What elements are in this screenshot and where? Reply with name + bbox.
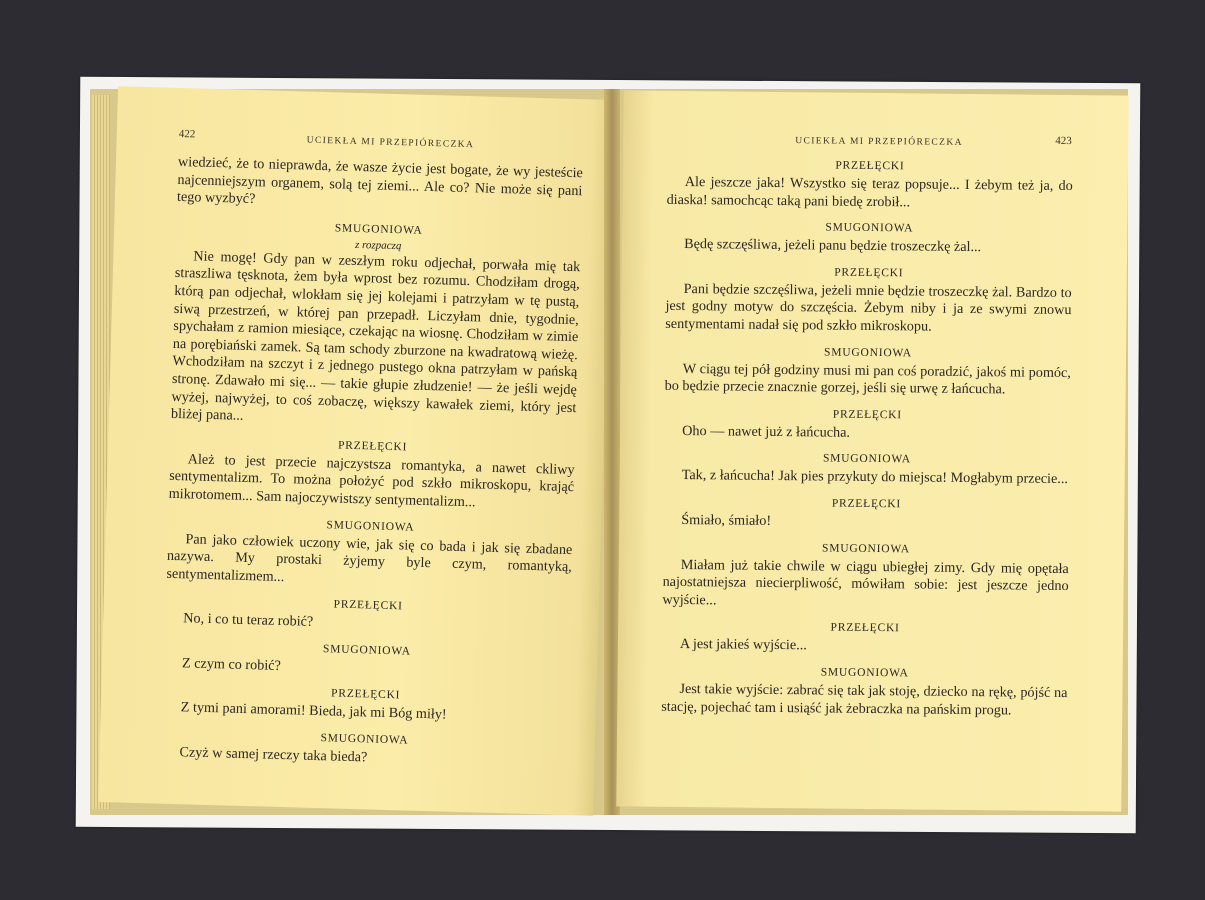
right-running-head: UCIEKŁA MI PRZEPIÓRECZKA [795,136,963,148]
dialogue-text: Będę szczęśliwa, jeżeli panu będzie troszeczkę żal... [684,236,982,256]
dialogue-text: Nie mogę! Gdy pan w zeszłym roku odjechał, porwała mię tak straszliwa tęsknota, żem była wprost bez rozumu. Chodziłam drogą, którą pan odjechał, wlokłam się jej kolejami i patrzyłam w tę pustą, siwą przestrzeń, w której pan przepadł. Liczyłam dnie, tygodnie, spychałam z ramion miesiące, czekając na wiosnę. Chodziłam w zimie na porębiański zamek. Są tam schody zburzone na kwadratową wieżę. Wchodziłam na szczyt i z jednego pustego okna patrzyłam w pańską stronę. Zdawało mi się... — takie głupie złudzenie! — że jeśli wejdę wyżej, najwyżej, to coś zobaczę, większy kawałek ziemi, który jest bliżej pana... [170,248,581,424]
dialogue-block [662,539,1069,613]
speaker-name: PRZEŁĘCKI [830,621,900,635]
dialogue-text: A jest jakieś wyjście... [679,636,807,654]
dialogue-text: Jest takie wyjście: zabrać się tak jak stoję, dziecko na rękę, pójść na stację, pojechać tam i usiąść jak żebraczka na pańskim progu. [661,680,1068,718]
left-page-number: 422 [178,127,196,141]
speaker-name: SMUGONIOWA [821,542,910,555]
dialogue-block [161,727,567,773]
dialogue-text: Czyż w samej rzeczy taka bieda? [179,744,368,766]
dialogue-block [177,154,583,218]
dialogue-text: Tak, z łańcucha! Jak pies przykuty do miejsca! Mogłabym przecie... [681,467,1069,488]
dialogue-text: Z tymi pani amorami! Bieda, jak mi Bóg miły! [180,699,447,724]
open-book [90,89,1128,815]
dialogue-block [664,450,1070,489]
dialogue-text: No, i co tu teraz robić? [183,610,314,631]
dialogue-text: Ale jeszcze jaka! Wszystko się teraz popsuje... I żebym też ja, do diaska! samochcąc taką pani biedę zrobił... [666,174,1073,210]
dialogue-text: Pan jako człowiek uczony wie, jak się co bada i jak się zbadane nazywa. My prostaki żyjemy byle czym, romantyką, sentymentalizmem... [166,530,573,585]
speaker-name: SMUGONIOWA [825,221,914,235]
speaker-name: PRZEŁĘCKI [330,687,401,702]
speaker-name: SMUGONIOWA [820,666,909,680]
dialogue-block [662,619,1068,658]
speaker-name: PRZEŁĘCKI [337,439,408,454]
dialogue-block [661,664,1068,720]
dialogue-text: Z czym co robić? [181,655,282,674]
dialogue-text: Pani będzie szczęśliwa, jeżeli mnie będzie troszeczkę żal. Bardzo to jest godny motyw do szczęścia. Żebym niby i ja ze swymi znowu sentymentami nadał się pod szkło mikroskopu. [665,280,1072,335]
speaker-name: SMUGONIOWA [824,346,913,359]
speaker-name: PRZEŁĘCKI [834,266,904,280]
speaker-name: SMUGONIOWA [822,452,911,466]
left-page-text [161,154,583,783]
dialogue-block [165,593,571,639]
dialogue-text: Oho — nawet już z łańcucha. [682,422,851,441]
dialogue-text: Śmiało, śmiało! [681,511,772,529]
speaker-name: SMUGONIOWA [320,732,409,747]
speaker-name: SMUGONIOWA [326,518,415,534]
dialogue-block [168,434,575,515]
dialogue-block [171,217,582,435]
speaker-name: PRZEŁĘCKI [831,497,902,511]
dialogue-block [664,406,1070,445]
dialogue-text: Ależ to jest przecie najczystsza romantyka, a nawet ckliwy sentymentalizm. To można położyć pod szkło mikroskopu, krająć mikrotomem... Sam najoczywistszy sentymentalizm... [168,451,575,511]
stage-direction: z rozpaczą [354,238,402,252]
dialogue-block [166,513,573,594]
dialogue-block [667,157,1074,213]
right-page-number: 423 [1055,134,1072,148]
dialogue-block [663,495,1069,534]
speaker-name: PRZEŁĘCKI [333,598,403,613]
dialogue-block [666,219,1072,258]
dialogue-block [665,343,1072,399]
dialogue-block [665,264,1072,338]
left-running-head: UCIEKŁA MI PRZEPIÓRECZKA [306,135,475,151]
dialogue-text: wiedzieć, że to nieprawda, że wasze życie jest bogate, że wy jesteście najcenniejszym organem, solą tej ziemi... Ale co? Nie może się pani tego wyzbyć? [176,153,584,208]
speaker-name: PRZEŁĘCKI [832,408,903,422]
dialogue-block [164,638,570,684]
speaker-name: SMUGONIOWA [322,643,412,658]
left-page [98,86,613,816]
dialogue-text: W ciągu tej pół godziny musi mi pan coś poradzić, jakoś mi pomóc, bo będzie przecie znacznie gorzej, jeśli się urwę z łańcucha. [664,360,1071,398]
speaker-name: PRZEŁĘCKI [835,159,905,173]
speaker-name: SMUGONIOWA [334,222,423,237]
right-page [616,90,1128,811]
right-page-text [661,157,1073,730]
dialogue-block [163,682,569,728]
dialogue-text: Miałam już takie chwile w ciągu ubiegłej zimy. Gdy mię opętała najostatniejsza niecierpliwość, mówiłam sobie: jest jeszcze jedno wyjście... [662,556,1069,609]
